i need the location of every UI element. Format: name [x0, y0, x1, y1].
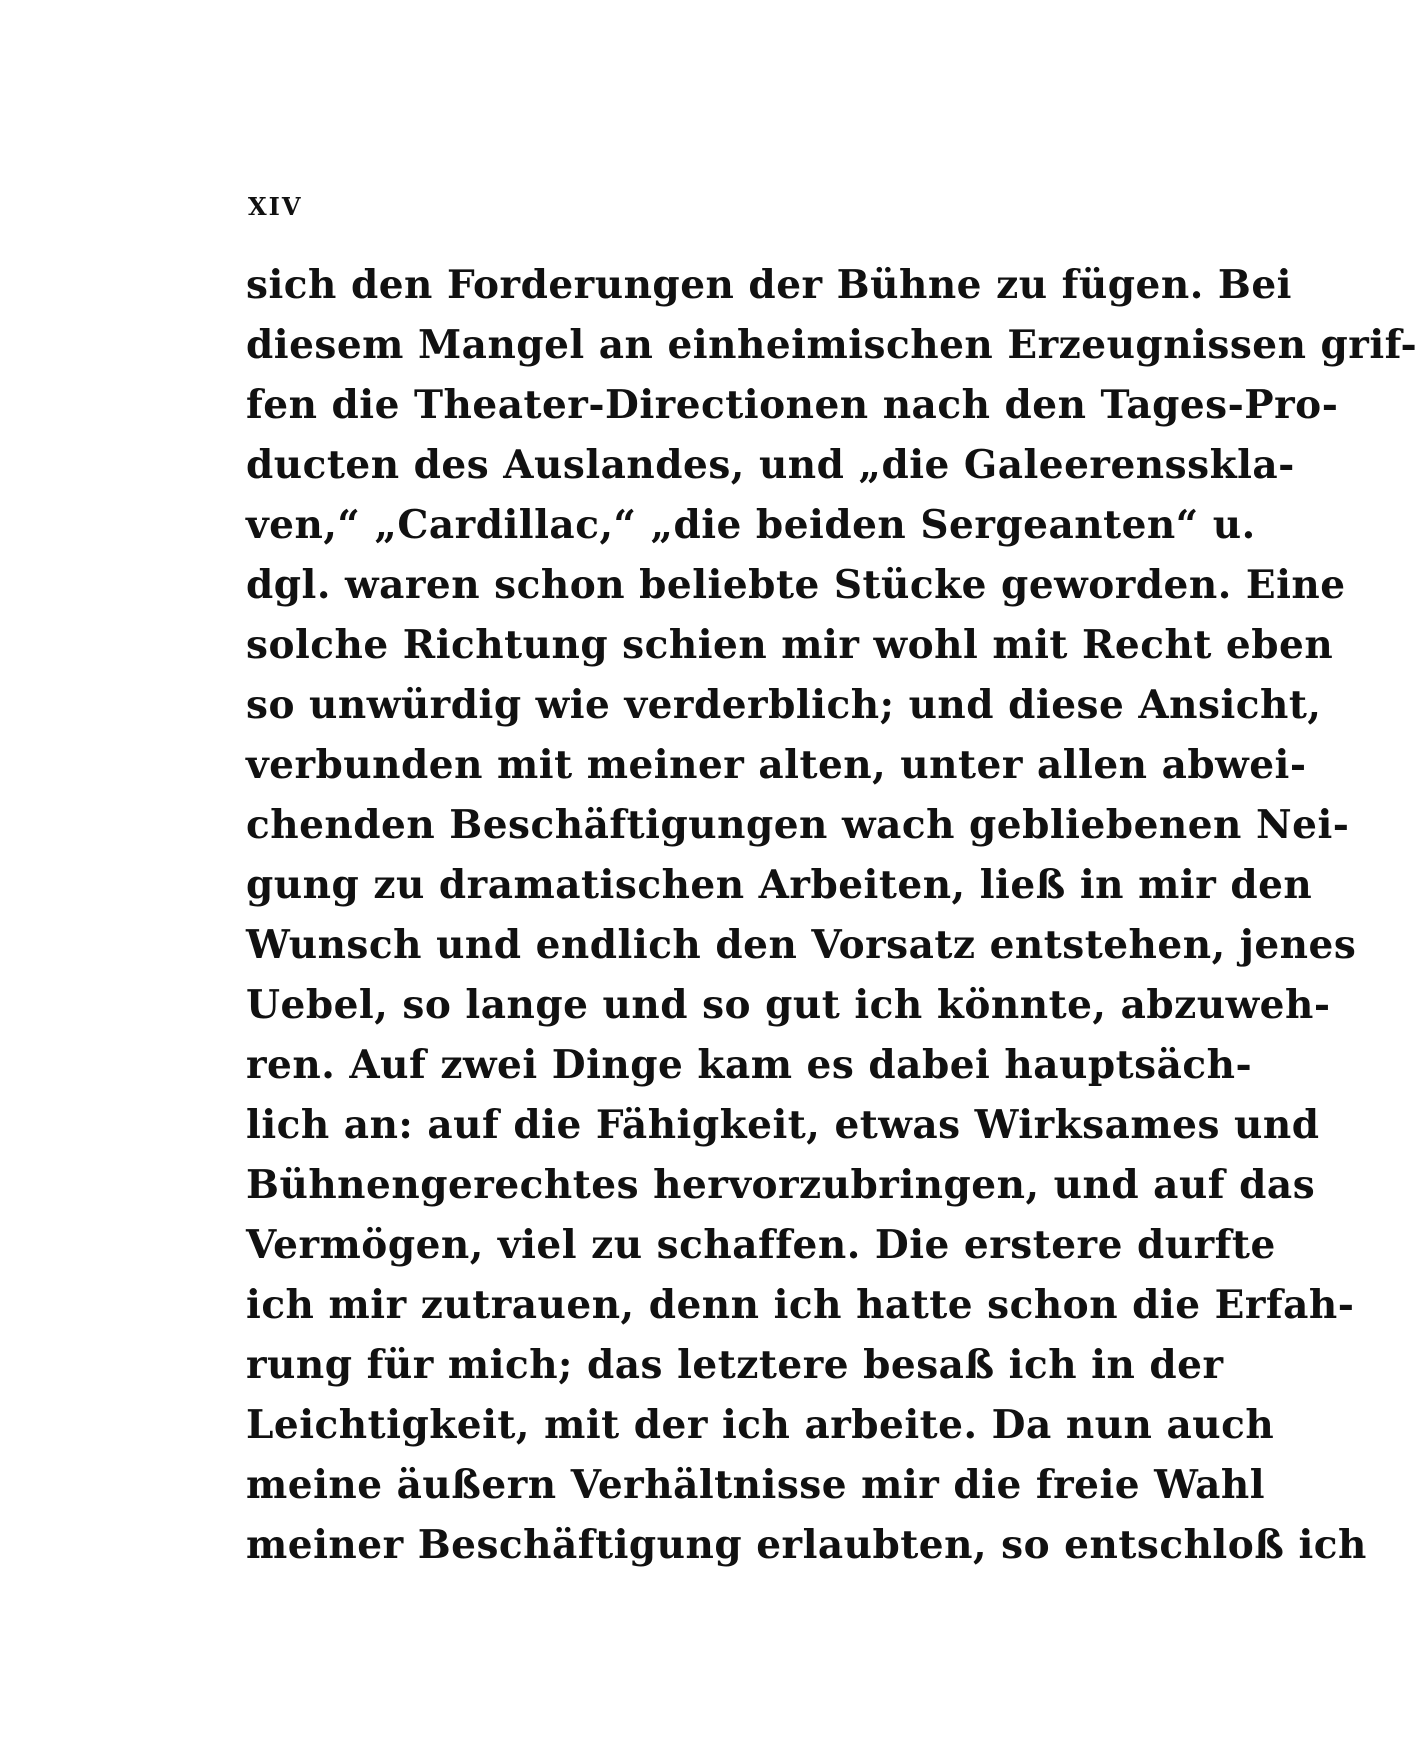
text-line: Wunsch und endlich den Vorsatz entstehen, jenes	[246, 922, 1357, 968]
text-line: ven,“ „Cardillac,“ „die beiden Sergeanten“ u.	[246, 502, 1256, 548]
text-line: chenden Beschäftigungen wach gebliebenen Nei-	[246, 802, 1350, 848]
text-line: meine äußern Verhältnisse mir die freie Wahl	[246, 1462, 1266, 1508]
text-line: Leichtigkeit, mit der ich arbeite. Da nun auch	[246, 1402, 1275, 1448]
text-line: dgl. waren schon beliebte Stücke geworden. Eine	[246, 562, 1346, 608]
text-line: Uebel, so lange und so gut ich könnte, abzuweh-	[246, 982, 1331, 1028]
text-line: verbunden mit meiner alten, unter allen abwei-	[246, 742, 1307, 788]
body-text	[246, 255, 1417, 1575]
text-line: ducten des Auslandes, und „die Galeerensskla-	[246, 442, 1295, 488]
text-line: solche Richtung schien mir wohl mit Recht eben	[246, 622, 1334, 668]
text-line: Bühnengerechtes hervorzubringen, und auf das	[246, 1162, 1316, 1208]
text-line: so unwürdig wie verderblich; und diese Ansicht,	[246, 682, 1322, 728]
text-line: diesem Mangel an einheimischen Erzeugnissen grif-	[246, 322, 1417, 368]
page-number: XIV	[248, 192, 303, 221]
text-line: sich den Forderungen der Bühne zu fügen. Bei	[246, 262, 1292, 308]
text-line: ich mir zutrauen, denn ich hatte schon die Erfah-	[246, 1282, 1355, 1328]
text-line: fen die Theater-Directionen nach den Tages-Pro-	[246, 382, 1339, 428]
text-line: lich an: auf die Fähigkeit, etwas Wirksames und	[246, 1102, 1320, 1148]
text-line: rung für mich; das letztere besaß ich in der	[246, 1342, 1224, 1388]
text-line: Vermögen, viel zu schaffen. Die erstere durfte	[246, 1222, 1276, 1268]
text-line: ren. Auf zwei Dinge kam es dabei hauptsäch-	[246, 1042, 1253, 1088]
text-line: gung zu dramatischen Arbeiten, ließ in mir den	[246, 862, 1313, 908]
text-line: meiner Beschäftigung erlaubten, so entschloß ich	[246, 1522, 1367, 1568]
